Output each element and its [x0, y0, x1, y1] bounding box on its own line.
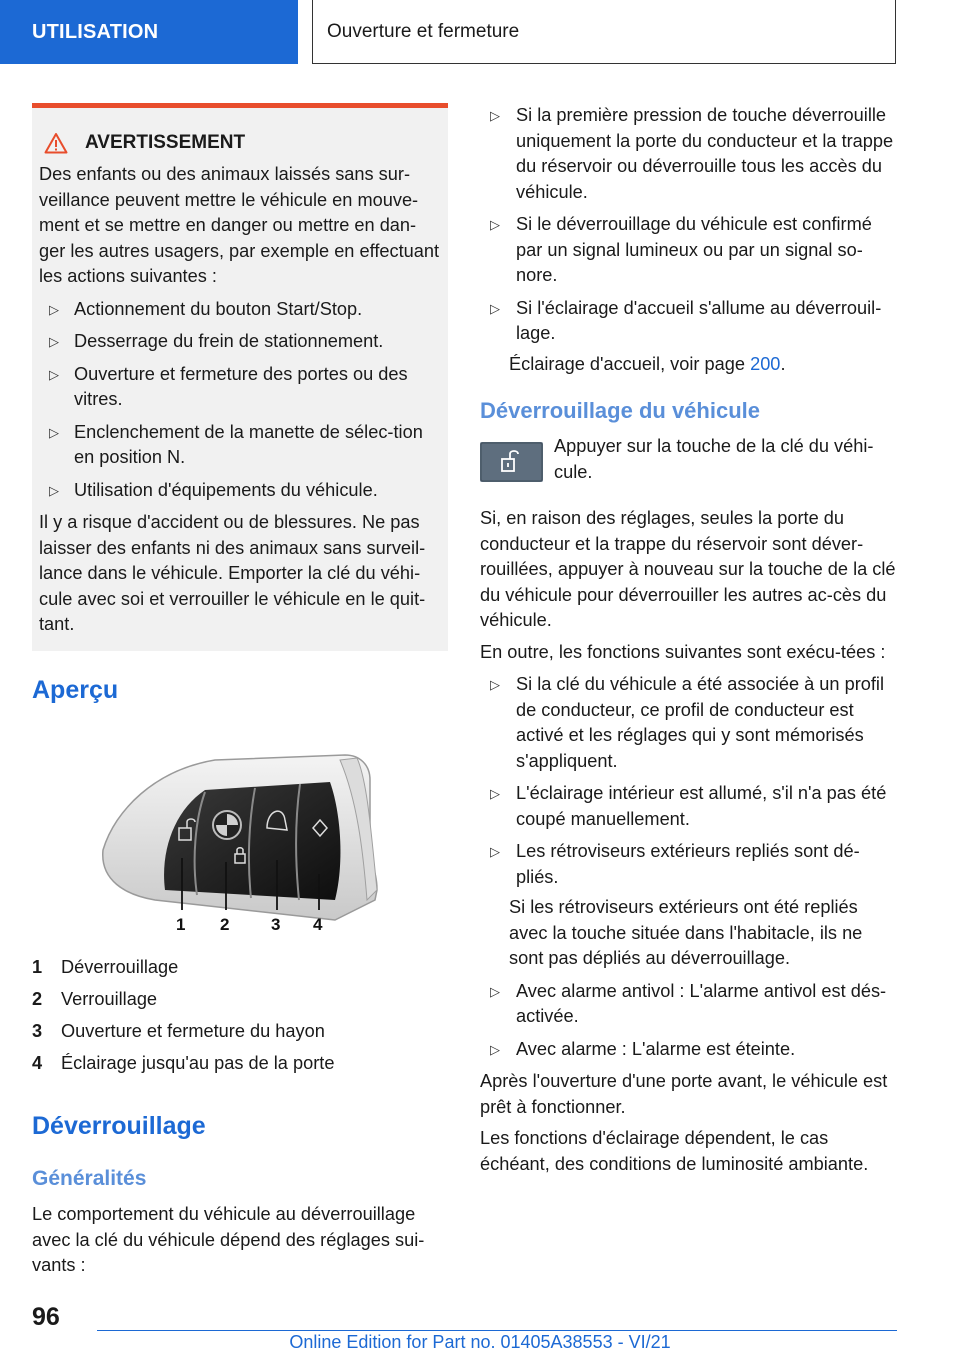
- list-item: ▷ Si l'éclairage d'accueil s'allume au déverrouil-lage.: [490, 297, 882, 343]
- unlocking-heading: Déverrouillage: [32, 1112, 206, 1140]
- chapter-tab: [312, 0, 896, 64]
- triangle-bullet-icon: ▷: [490, 786, 500, 801]
- legend-row: 3 Ouverture et fermeture du hayon: [32, 1021, 325, 1041]
- page-link[interactable]: 200: [750, 353, 781, 374]
- callout-4: 4: [313, 915, 323, 934]
- list-item: ▷ Enclenchement de la manette de sélec-tion en position N.: [49, 421, 423, 467]
- triangle-bullet-icon: ▷: [49, 366, 59, 382]
- list-item: ▷ Si le déverrouillage du véhicule est confirmé par un signal lumineux ou par un signal so-nore.: [490, 214, 872, 285]
- bmw-logo-icon: [213, 811, 241, 839]
- warning-intro: Des enfants ou des animaux laissés sans sur-veillance peuvent mettre le véhicule en mouve-ment et se mettre en danger ou mettre en dan-ger les autres usagers, par exemple en effectuant les actions suivantes :: [39, 164, 440, 286]
- callout-3: 3: [271, 915, 281, 934]
- press-instruction: [480, 434, 896, 490]
- list-item: ▷ Actionnement du bouton Start/Stop.: [39, 297, 440, 323]
- list-item: ▷ Si la première pression de touche déverrouille uniquement la porte du conducteur et la trappe du réservoir ou déverrouille tous les accès du véhicule.: [490, 105, 894, 202]
- vehicle-unlock-heading: Déverrouillage du véhicule: [480, 398, 760, 423]
- warning-list: [39, 297, 440, 504]
- callout-1: 1: [176, 915, 186, 934]
- warning-outro: Il y a risque d'accident ou de blessures. Ne pas laisser des enfants ni des animaux sans surveil-lance dans le véhicule. Emporter la clé du véhi-cule avec soi et verrouiller le véhicule en le quit-tant.: [39, 512, 426, 634]
- triangle-bullet-icon: ▷: [49, 424, 59, 440]
- press-text: Appuyer sur la touche de la clé du véhi-cule.: [554, 436, 874, 482]
- triangle-bullet-icon: ▷: [490, 677, 500, 692]
- list-item: ▷ Utilisation d'équipements du véhicule.: [39, 478, 440, 504]
- callout-2: 2: [220, 915, 230, 934]
- settings-list: [480, 103, 896, 347]
- triangle-bullet-icon: ▷: [490, 300, 500, 316]
- general-text: Le comportement du véhicule au déverrouillage avec la clé du véhicule dépend des réglages sui-vants :: [32, 1204, 425, 1275]
- warning-header: [44, 132, 440, 154]
- section-title: UTILISATION: [32, 20, 159, 43]
- triangle-bullet-icon: ▷: [49, 482, 59, 498]
- right-column: [480, 103, 896, 1177]
- triangle-bullet-icon: ▷: [490, 217, 500, 232]
- triangle-bullet-icon: ▷: [490, 844, 500, 859]
- right-para-4: Les fonctions d'éclairage dépendent, le cas échéant, des conditions de luminosité ambiante.: [480, 1128, 869, 1174]
- legend-row: 1 Déverrouillage: [32, 957, 179, 977]
- right-para-3: Après l'ouverture d'une porte avant, le véhicule est prêt à fonctionner.: [480, 1071, 888, 1117]
- chapter-title: Ouverture et fermeture: [327, 20, 520, 42]
- warning-triangle-icon: [44, 132, 68, 154]
- alarm-list: [480, 979, 896, 1063]
- list-item: ▷ Si la clé du véhicule a été associée à un profil de conducteur, ce profil de conducteur est activé et les réglages qui y sont mémorisés s'appliquent.: [490, 674, 885, 771]
- footer-divider: [97, 1330, 897, 1331]
- right-para-1: Si, en raison des réglages, seules la porte du conducteur et la trappe du réservoir sont déver-rouillées, appuyer à nouveau sur la touche de la clé du véhicule pour déverrouiller les autres ac-cès du véhicule.: [480, 508, 896, 630]
- list-item: ▷ Les rétroviseurs extérieurs repliés sont dé-pliés.: [490, 841, 860, 887]
- legend-row: 4 Éclairage jusqu'au pas de la porte: [32, 1053, 335, 1073]
- list-item: ▷ Avec alarme antivol : L'alarme antivol est dés-activée.: [490, 980, 887, 1026]
- section-tab: [0, 0, 298, 64]
- legend-row: 2 Verrouillage: [32, 989, 158, 1009]
- edition-text: Online Edition for Part no. 01405A38553 - VI/21: [289, 1332, 671, 1352]
- list-item: ▷ Desserrage du frein de stationnement.: [39, 329, 440, 355]
- general-heading: Généralités: [32, 1167, 147, 1190]
- triangle-bullet-icon: ▷: [49, 334, 59, 349]
- mirror-note: Si les rétroviseurs extérieurs ont été repliés avec la touche située dans l'habitacle, ils ne sont pas dépliés au déverrouillage.: [509, 897, 863, 968]
- list-item: ▷ L'éclairage intérieur est allumé, s'il n'a pas été coupé manuellement.: [490, 783, 887, 829]
- triangle-bullet-icon: ▷: [49, 301, 59, 317]
- warning-title: AVERTISSEMENT: [85, 132, 246, 153]
- list-item: ▷ Ouverture et fermeture des portes ou des vitres.: [49, 363, 408, 409]
- key-fob-illustration: [95, 750, 385, 940]
- page-number: 96: [32, 1303, 60, 1331]
- right-para-2: En outre, les fonctions suivantes sont exécu-tées :: [480, 641, 886, 662]
- overview-legend: [32, 951, 448, 1079]
- triangle-bullet-icon: ▷: [490, 1041, 500, 1057]
- overview-heading: Aperçu: [32, 676, 119, 704]
- triangle-bullet-icon: ▷: [490, 983, 500, 999]
- unlock-button-icon: [480, 442, 543, 482]
- list-item: ▷ Avec alarme : L'alarme est éteinte.: [480, 1037, 896, 1063]
- functions-list: [480, 672, 896, 890]
- warning-box: [32, 103, 448, 651]
- triangle-bullet-icon: ▷: [490, 108, 500, 123]
- welcome-light-ref: Éclairage d'accueil, voir page 200.: [509, 353, 786, 374]
